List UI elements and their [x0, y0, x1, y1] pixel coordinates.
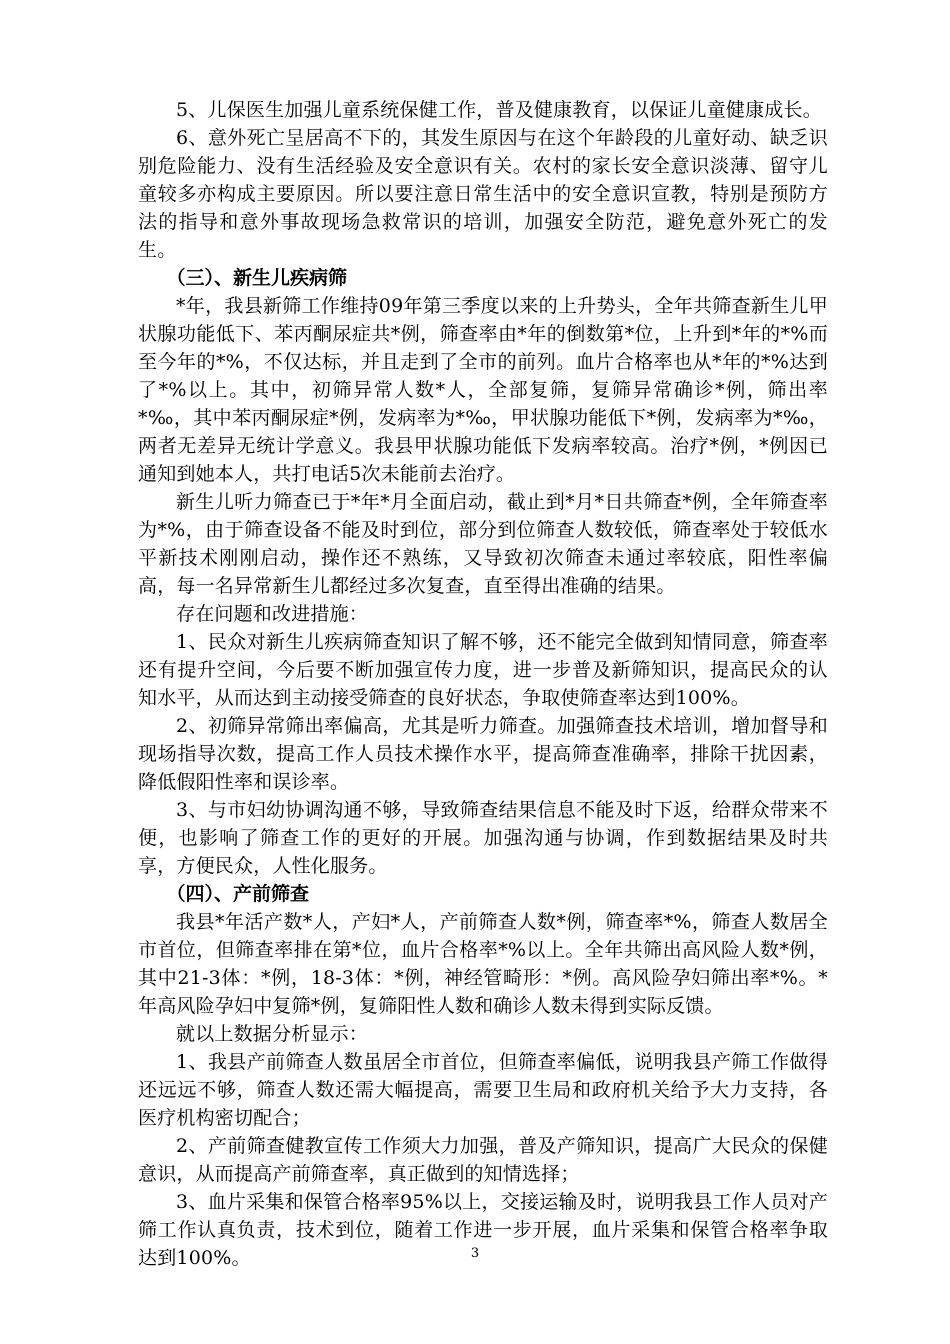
paragraph: 2、产前筛查健教宣传工作须大力加强，普及产筛知识，提高广大民众的保健意识，从而提高产前筛查率，真正做到的知情选择；	[138, 1135, 828, 1185]
paragraph: 3、血片采集和保管合格率95%以上，交接运输及时，说明我县工作人员对产筛工作认真负责，技术到位，随着工作进一步开展，血片采集和保管合格率争取达到100%。	[138, 1191, 828, 1269]
section-heading: （四）、产前筛查	[166, 883, 310, 905]
paragraph: 就以上数据分析显示：	[176, 1023, 369, 1045]
paragraph: *年，我县新筛工作维持09年第三季度以来的上升势头，全年共筛查新生儿甲状腺功能低下、苯丙酮尿症共*例，筛查率由*年的倒数第*位，上升到*年的*%而至今年的*%，不仅达标，并且走到了全市的前列。血片合格率也从*年的*%达到了*%以上。其中，初筛异常人数*人，全部复筛，复筛异常确诊*例，筛出率*‰，其中苯丙酮尿症*例，发病率为*‰，甲状腺功能低下*例，发病率为*‰，两者无差异无统计学意义。我县甲状腺功能低下发病率较高。治疗*例，*例因已通知到她本人，共打电话5次未能前去治疗。	[138, 295, 828, 485]
paragraph: 3、与市妇幼协调沟通不够，导致筛查结果信息不能及时下返，给群众带来不便，也影响了筛查工作的更好的开展。加强沟通与协调，作到数据结果及时共享，方便民众，人性化服务。	[138, 799, 828, 877]
paragraph: 1、我县产前筛查人数虽居全市首位，但筛查率偏低，说明我县产筛工作做得还远远不够，筛查人数还需大幅提高，需要卫生局和政府机关给予大力支持，各医疗机构密切配合；	[138, 1051, 828, 1129]
paragraph: 我县*年活产数*人，产妇*人，产前筛查人数*例，筛查率*%，筛查人数居全市首位，但筛查率排在第*位，血片合格率*%以上。全年共筛出高风险人数*例，其中21-3体：*例，18-3体：*例，神经管畸形：*例。高风险孕妇筛出率*%。*年高风险孕妇中复筛*例，复筛阳性人数和确诊人数未得到实际反馈。	[138, 911, 828, 1017]
paragraph: 6、意外死亡呈居高不下的，其发生原因与在这个年龄段的儿童好动、缺乏识别危险能力、没有生活经验及安全意识有关。农村的家长安全意识淡薄、留守儿童较多亦构成主要原因。所以要注意日常生活中的安全意识宣教，特别是预防方法的指导和意外事故现场急救常识的培训，加强安全防范，避免意外死亡的发生。	[138, 127, 828, 261]
paragraph: 新生儿听力筛查已于*年*月全面启动，截止到*月*日共筛查*例，全年筛查率为*%，由于筛查设备不能及时到位，部分到位筛查人数较低，筛查率处于较低水平新技术刚刚启动，操作还不熟练，又导致初次筛查未通过率较底，阳性率偏高，每一名异常新生儿都经过多次复查，直至得出准确的结果。	[138, 491, 828, 597]
page-number: 3	[470, 1246, 480, 1261]
section-heading: （三）、新生儿疾病筛	[166, 267, 348, 289]
document-body	[138, 96, 828, 1272]
paragraph: 5、儿保医生加强儿童系统保健工作，普及健康教育，以保证儿童健康成长。	[176, 99, 822, 121]
paragraph: 2、初筛异常筛出率偏高，尤其是听力筛查。加强筛查技术培训，增加督导和现场指导次数，提高工作人员技术操作水平，提高筛查准确率，排除干扰因素，降低假阳性率和误诊率。	[138, 715, 828, 793]
paragraph: 存在问题和改进措施：	[176, 603, 369, 625]
paragraph: 1、民众对新生儿疾病筛查知识了解不够，还不能完全做到知情同意，筛查率还有提升空间，今后要不断加强宣传力度，进一步普及新筛知识，提高民众的认知水平，从而达到主动接受筛查的良好状态，争取使筛查率达到100%。	[138, 631, 828, 709]
